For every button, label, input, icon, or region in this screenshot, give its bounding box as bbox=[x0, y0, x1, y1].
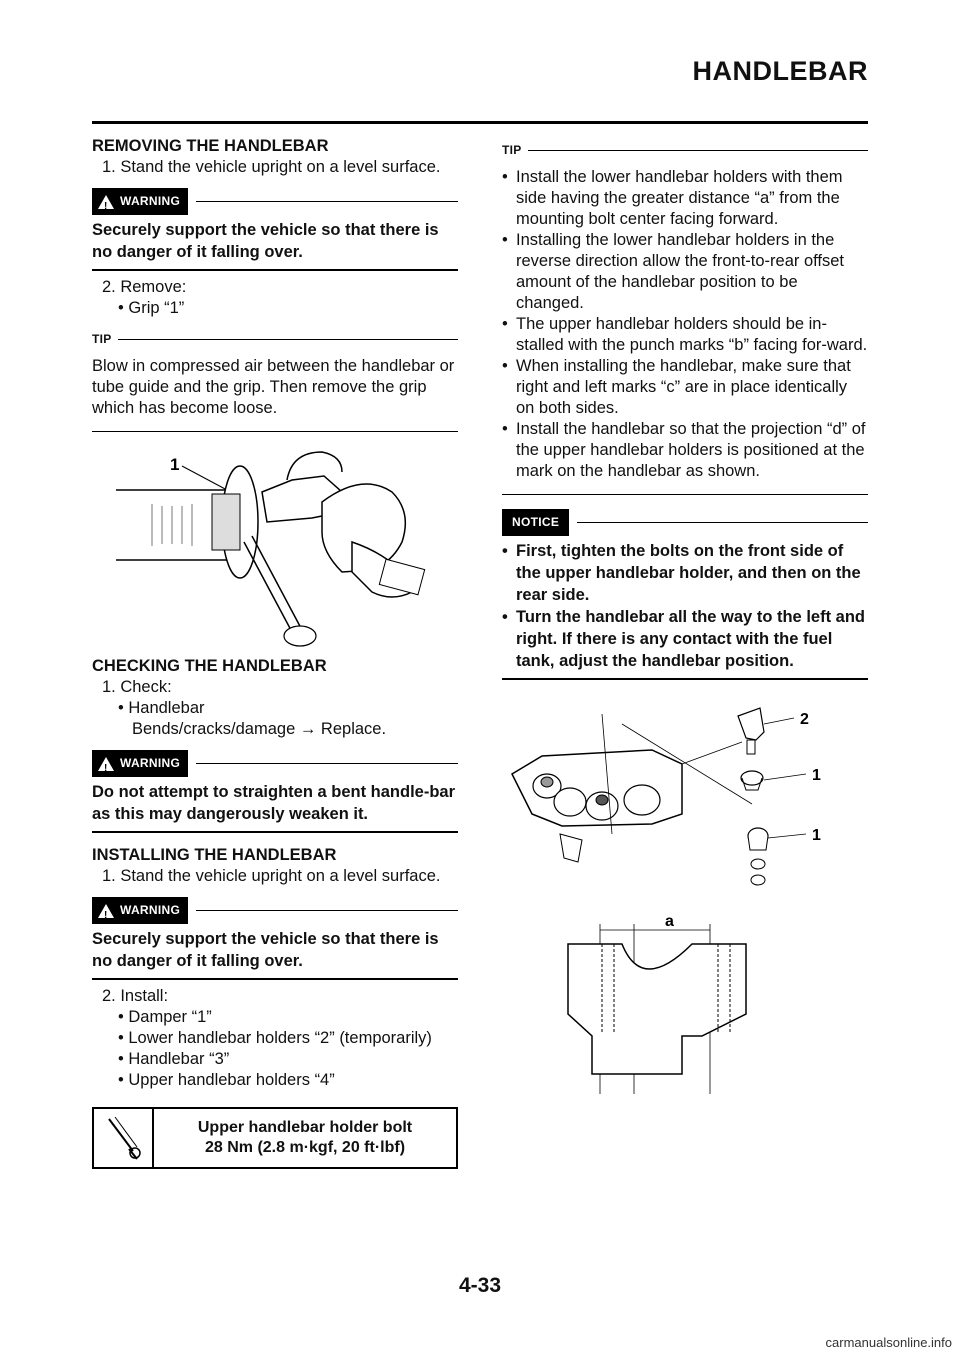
removing-step1: 1. Stand the vehicle upright on a level surface. bbox=[102, 158, 441, 176]
figure-callout-1b: 1 bbox=[812, 827, 821, 844]
warning-header bbox=[92, 750, 458, 777]
notice-header bbox=[502, 509, 868, 536]
torque-spec-value: 28 Nm (2.8 m·kgf, 20 ft·lbf) bbox=[204, 1139, 406, 1156]
installing-step1: 1. Stand the vehicle upright on a level surface. bbox=[102, 867, 441, 885]
tip-body: Blow in compressed air between the handlebar or tube guide and the grip. Then remove the grip which has become loose. bbox=[92, 350, 458, 432]
grip-removal-figure bbox=[92, 432, 458, 652]
warning-header bbox=[92, 897, 458, 924]
removing-step2-item: • Grip “1” bbox=[118, 299, 185, 317]
tip-header: TIP bbox=[92, 329, 458, 350]
figure-callout-1: 1 bbox=[170, 455, 180, 474]
tip-item: • Install the lower handlebar holders with them side having the greater distance “a” from the mounting bolt center facing forward. bbox=[502, 167, 868, 230]
install-item: • Upper handlebar holders “4” bbox=[118, 1071, 335, 1089]
checking-step1: 1. Check: bbox=[102, 678, 172, 696]
checking-item-detail: Bends/cracks/damage → Replace. bbox=[132, 720, 387, 738]
removing-step2: 2. Remove: bbox=[102, 278, 187, 296]
torque-spec-box bbox=[92, 1107, 458, 1169]
torque-spec-name: Upper handlebar holder bolt bbox=[197, 1119, 413, 1136]
tip-body bbox=[502, 161, 868, 495]
install-item: • Handlebar “3” bbox=[118, 1050, 230, 1068]
page-title: HANDLEBAR bbox=[692, 56, 868, 86]
installing-step2: 2. Install: bbox=[102, 987, 169, 1005]
checking-heading: CHECKING THE HANDLEBAR bbox=[92, 657, 327, 675]
warning-badge: ! WARNING bbox=[92, 750, 188, 777]
notice-item: • Turn the handlebar all the way to the left and right. If there is any contact with the fuel tank, adjust the handlebar position. bbox=[502, 606, 868, 672]
figure-callout-2: 2 bbox=[800, 711, 809, 728]
torque-wrench-icon bbox=[94, 1109, 154, 1167]
notice-item: • First, tighten the bolts on the front side of the upper handlebar holder, and then on the rear side. bbox=[502, 540, 868, 606]
figure-callout-1a: 1 bbox=[812, 767, 821, 784]
warning-badge: ! WARNING bbox=[92, 188, 188, 215]
watermark: carmanualsonline.info bbox=[825, 1335, 952, 1350]
removing-heading: REMOVING THE HANDLEBAR bbox=[92, 137, 329, 155]
install-item: • Damper “1” bbox=[118, 1008, 212, 1026]
warning-text: Securely support the vehicle so that there is no danger of it falling over. bbox=[92, 215, 458, 271]
checking-item: • Handlebar bbox=[118, 699, 205, 717]
installing-heading: INSTALLING THE HANDLEBAR bbox=[92, 846, 337, 864]
tip-item: • When installing the handlebar, make sure that right and left marks “c” are in place identically on both sides. bbox=[502, 356, 868, 419]
left-column bbox=[92, 130, 458, 1169]
header-rule bbox=[92, 121, 868, 124]
dimension-label-a: a bbox=[665, 913, 674, 930]
notice-badge: NOTICE bbox=[502, 509, 569, 536]
warning-header bbox=[92, 188, 458, 215]
tip-item: • The upper handlebar holders should be in-stalled with the punch marks “b” facing for-ward. bbox=[502, 314, 868, 356]
page-number: 4-33 bbox=[458, 1274, 502, 1297]
tip-header: TIP bbox=[502, 140, 868, 161]
notice-text bbox=[502, 536, 868, 680]
warning-triangle-icon bbox=[98, 195, 114, 209]
tip-item: • Install the handlebar so that the projection “d” of the upper handlebar holders is positioned at the mark on the handlebar as shown. bbox=[502, 419, 868, 482]
handlebar-holder-figure bbox=[502, 694, 868, 1104]
warning-text: Securely support the vehicle so that there is no danger of it falling over. bbox=[92, 924, 458, 980]
right-column bbox=[502, 130, 868, 1104]
tip-item: • Installing the lower handlebar holders in the reverse direction allow the front-to-rear offset amount of the handlebar position to be changed. bbox=[502, 230, 868, 314]
warning-badge: ! WARNING bbox=[92, 897, 188, 924]
install-item: • Lower handlebar holders “2” (temporarily) bbox=[118, 1029, 432, 1047]
warning-triangle-icon bbox=[98, 757, 114, 771]
warning-text: Do not attempt to straighten a bent handle-bar as this may dangerously weaken it. bbox=[92, 777, 458, 833]
warning-triangle-icon bbox=[98, 904, 114, 918]
